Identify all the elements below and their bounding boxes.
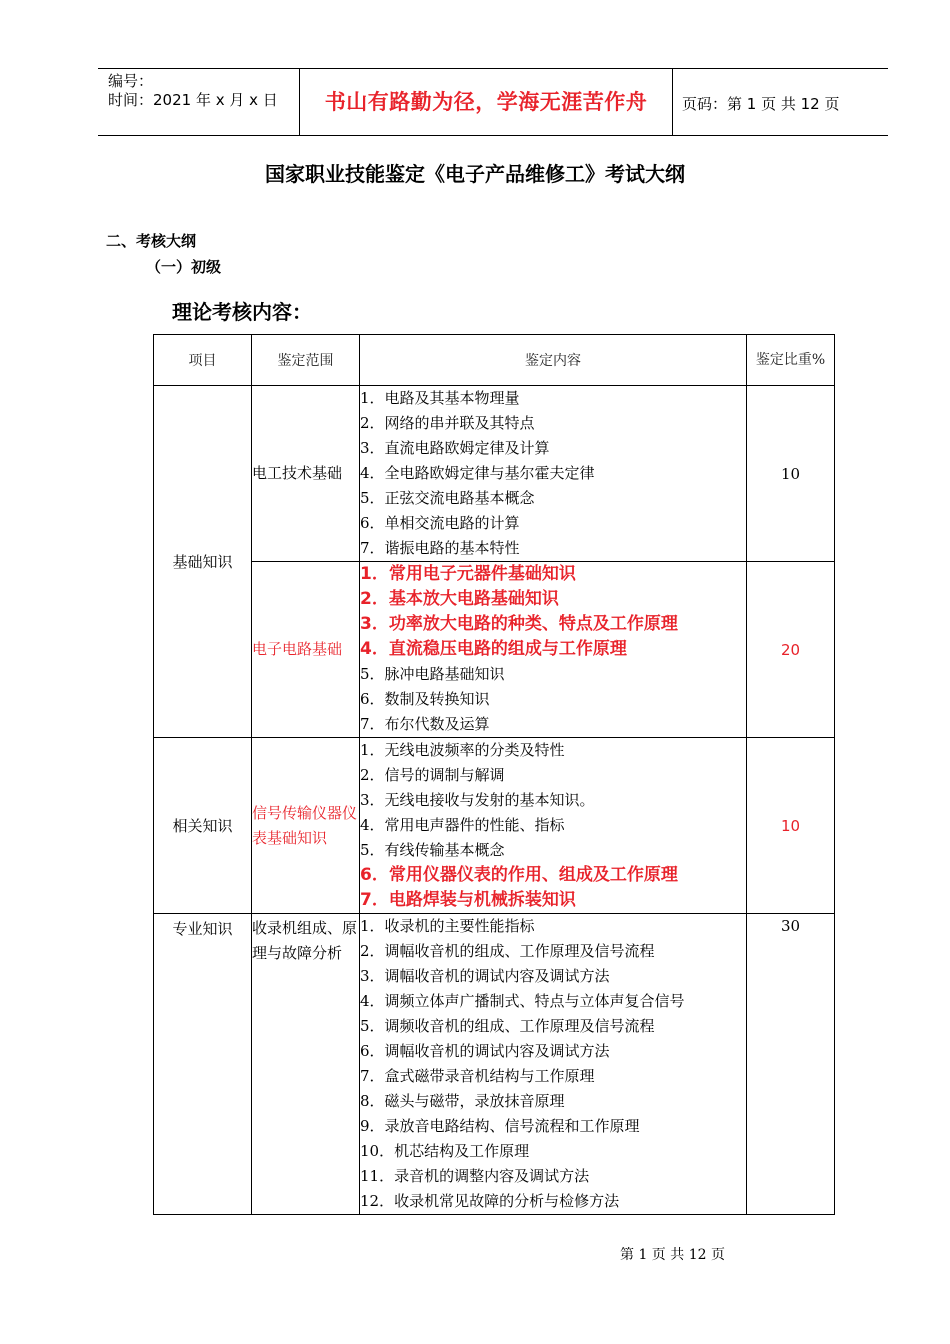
content-line: 2．网络的串并联及其特点 xyxy=(360,414,535,432)
exam-outline-table xyxy=(153,334,835,1215)
header-scope: 鉴定范围 xyxy=(252,335,360,386)
content-line: 3．功率放大电路的种类、特点及工作原理 xyxy=(360,614,678,634)
content-line: 7．盒式磁带录音机结构与工作原理 xyxy=(360,1067,595,1085)
content-line: 7．电路焊装与机械拆装知识 xyxy=(360,890,576,910)
content-line: 4．直流稳压电路的组成与工作原理 xyxy=(360,639,627,659)
content-line: 2．基本放大电路基础知识 xyxy=(360,589,559,609)
content-line: 11．录音机的调整内容及调试方法 xyxy=(360,1167,590,1185)
content-line: 2．信号的调制与解调 xyxy=(360,766,505,784)
page-footer: 第 1 页 共 12 页 xyxy=(620,1247,725,1263)
weight-electronic: 20 xyxy=(747,562,835,738)
header-divider-right xyxy=(672,68,673,136)
header-motto: 书山有路勤为径，学海无涯苦作舟 xyxy=(324,90,648,114)
content-line: 6．数制及转换知识 xyxy=(360,690,490,708)
content-line: 6．常用仪器仪表的作用、组成及工作原理 xyxy=(360,865,678,885)
content-line: 3．无线电接收与发射的基本知识。 xyxy=(360,791,595,809)
content-line: 1．收录机的主要性能指标 xyxy=(360,917,535,935)
content-line: 2．调幅收音机的组成、工作原理及信号流程 xyxy=(360,942,655,960)
content-cell xyxy=(360,914,747,1215)
content-list xyxy=(360,914,746,1214)
weight-professional: 30 xyxy=(747,914,835,1215)
content-line: 7．布尔代数及运算 xyxy=(360,715,490,733)
content-cell xyxy=(360,738,747,914)
header-weight: 鉴定比重% xyxy=(747,335,835,386)
content-cell xyxy=(360,386,747,562)
section-heading: 二、考核大纲 xyxy=(106,232,197,250)
content-line: 12．收录机常见故障的分析与检修方法 xyxy=(360,1192,620,1210)
content-list xyxy=(360,386,746,561)
header-content: 鉴定内容 xyxy=(360,335,747,386)
content-line: 1．无线电波频率的分类及特性 xyxy=(360,741,565,759)
content-cell xyxy=(360,562,747,738)
content-line: 5．有线传输基本概念 xyxy=(360,841,505,859)
weight-related: 10 xyxy=(747,738,835,914)
header-bottom-rule xyxy=(98,135,888,136)
scope-electrical-basics: 电工技术基础 xyxy=(252,386,360,562)
document-code-label: 编号： xyxy=(108,72,154,90)
item-professional-knowledge: 专业知识 xyxy=(154,914,252,1215)
item-basic-knowledge: 基础知识 xyxy=(154,386,252,738)
table-row xyxy=(154,914,835,1215)
content-line: 5．调频收音机的组成、工作原理及信号流程 xyxy=(360,1017,655,1035)
content-line: 6．调幅收音机的调试内容及调试方法 xyxy=(360,1042,610,1060)
content-line: 10．机芯结构及工作原理 xyxy=(360,1142,530,1160)
item-related-knowledge: 相关知识 xyxy=(154,738,252,914)
content-line: 8．磁头与磁带，录放抹音原理 xyxy=(360,1092,565,1110)
content-line: 5．正弦交流电路基本概念 xyxy=(360,489,535,507)
subsection-heading: （一）初级 xyxy=(146,258,222,276)
content-line: 7．谐振电路的基本特性 xyxy=(360,539,520,557)
content-line: 6．单相交流电路的计算 xyxy=(360,514,520,532)
content-line: 1．常用电子元器件基础知识 xyxy=(360,564,576,584)
content-line: 1．电路及其基本物理量 xyxy=(360,389,520,407)
scope-radio-recorder: 收录机组成、原理与故障分析 xyxy=(252,914,360,1215)
header-item: 项目 xyxy=(154,335,252,386)
scope-signal-instruments: 信号传输仪器仪表基础知识 xyxy=(252,738,360,914)
content-line: 3．调幅收音机的调试内容及调试方法 xyxy=(360,967,610,985)
content-line: 3．直流电路欧姆定律及计算 xyxy=(360,439,550,457)
header-page-number: 页码：第 1 页 共 12 页 xyxy=(682,95,840,113)
table-header-row xyxy=(154,335,835,386)
content-list xyxy=(360,738,746,913)
content-line: 9．录放音电路结构、信号流程和工作原理 xyxy=(360,1117,640,1135)
weight-electrical: 10 xyxy=(747,386,835,562)
content-line: 4．全电路欧姆定律与基尔霍夫定律 xyxy=(360,464,595,482)
theory-content-heading: 理论考核内容： xyxy=(172,300,312,324)
content-line: 5．脉冲电路基础知识 xyxy=(360,665,505,683)
content-line: 4．常用电声器件的性能、指标 xyxy=(360,816,565,834)
document-title: 国家职业技能鉴定《电子产品维修工》考试大纲 xyxy=(265,162,685,186)
content-list xyxy=(360,562,746,737)
header-top-rule xyxy=(98,68,888,69)
content-line: 4．调频立体声广播制式、特点与立体声复合信号 xyxy=(360,992,685,1010)
table-row xyxy=(154,738,835,914)
scope-electronic-circuits: 电子电路基础 xyxy=(252,562,360,738)
table-row xyxy=(154,562,835,738)
document-date: 时间：2021 年 x 月 x 日 xyxy=(108,91,278,109)
table-row xyxy=(154,386,835,562)
